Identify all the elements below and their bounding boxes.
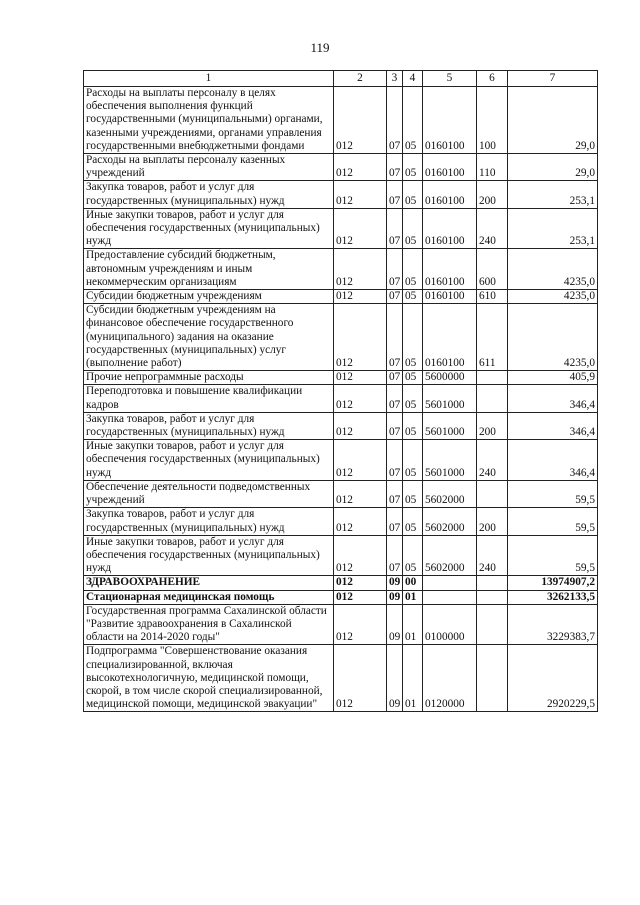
col-header-5: 5	[423, 71, 477, 87]
row-section-code: 07	[387, 385, 403, 412]
table-row	[84, 590, 598, 604]
row-expense-type-code: 200	[477, 412, 508, 439]
row-section-code: 07	[387, 304, 403, 371]
row-expense-type-code	[477, 590, 508, 604]
table-row	[84, 576, 598, 590]
row-subsection-code: 05	[403, 480, 423, 507]
row-subsection-code: 05	[403, 371, 423, 385]
row-subsection-code: 05	[403, 208, 423, 249]
row-name-cell: Субсидии бюджетным учреждениям	[84, 290, 334, 304]
row-amount: 2920229,5	[508, 645, 598, 712]
page-number: 119	[310, 40, 330, 55]
row-target-code: 0160100	[423, 249, 477, 290]
row-expense-type-code: 240	[477, 208, 508, 249]
table-row	[84, 604, 598, 645]
row-name-cell: Расходы на выплаты персоналу в целях обеспечения выполнения функций государственными (муниципальными) органами, казенными учреждениями, органами управления государственными внебюджетными фондами	[84, 87, 334, 154]
row-target-code: 0160100	[423, 304, 477, 371]
table-row	[84, 249, 598, 290]
row-subsection-code: 01	[403, 604, 423, 645]
table-row	[84, 480, 598, 507]
row-amount: 13974907,2	[508, 576, 598, 590]
row-section-code: 07	[387, 480, 403, 507]
row-amount: 4235,0	[508, 249, 598, 290]
row-target-code: 0160100	[423, 208, 477, 249]
col-header-6: 6	[477, 71, 508, 87]
col-header-4: 4	[403, 71, 423, 87]
row-expense-type-code	[477, 385, 508, 412]
row-amount: 253,1	[508, 208, 598, 249]
row-subsection-code: 05	[403, 290, 423, 304]
row-target-code: 5601000	[423, 440, 477, 481]
row-ministry-code: 012	[334, 385, 387, 412]
row-name-cell: Иные закупки товаров, работ и услуг для обеспечения государственных (муниципальных) нужд	[84, 535, 334, 576]
row-expense-type-code: 110	[477, 154, 508, 181]
row-ministry-code: 012	[334, 412, 387, 439]
row-section-code: 07	[387, 249, 403, 290]
row-section-code: 07	[387, 371, 403, 385]
row-amount: 59,5	[508, 480, 598, 507]
row-expense-type-code: 611	[477, 304, 508, 371]
row-ministry-code: 012	[334, 645, 387, 712]
row-subsection-code: 01	[403, 645, 423, 712]
row-section-code: 07	[387, 412, 403, 439]
row-name-cell: Обеспечение деятельности подведомственных учреждений	[84, 480, 334, 507]
row-ministry-code: 012	[334, 249, 387, 290]
row-amount: 4235,0	[508, 304, 598, 371]
row-subsection-code: 05	[403, 440, 423, 481]
row-section-code: 09	[387, 604, 403, 645]
row-expense-type-code	[477, 480, 508, 507]
row-amount: 405,9	[508, 371, 598, 385]
row-name-cell: Государственная программа Сахалинской области "Развитие здравоохранения в Сахалинской области на 2014-2020 годы"	[84, 604, 334, 645]
table-row	[84, 508, 598, 535]
row-name-cell: Расходы на выплаты персоналу казенных учреждений	[84, 154, 334, 181]
row-name-cell: ЗДРАВООХРАНЕНИЕ	[84, 576, 334, 590]
header-row	[84, 71, 598, 87]
row-target-code: 0160100	[423, 290, 477, 304]
col-header-7: 7	[508, 71, 598, 87]
table-row	[84, 371, 598, 385]
row-name-cell: Закупка товаров, работ и услуг для государственных (муниципальных) нужд	[84, 181, 334, 208]
row-target-code: 5602000	[423, 480, 477, 507]
row-subsection-code: 05	[403, 535, 423, 576]
row-target-code: 5601000	[423, 412, 477, 439]
row-ministry-code: 012	[334, 480, 387, 507]
row-subsection-code: 05	[403, 87, 423, 154]
row-expense-type-code: 240	[477, 535, 508, 576]
row-name-cell: Предоставление субсидий бюджетным, автономным учреждениям и иным некоммерческим организациям	[84, 249, 334, 290]
row-amount: 4235,0	[508, 290, 598, 304]
row-section-code: 09	[387, 576, 403, 590]
row-target-code: 0160100	[423, 154, 477, 181]
row-section-code: 07	[387, 208, 403, 249]
row-amount: 59,5	[508, 508, 598, 535]
row-amount: 3262133,5	[508, 590, 598, 604]
row-name-cell: Закупка товаров, работ и услуг для государственных (муниципальных) нужд	[84, 508, 334, 535]
row-target-code: 0160100	[423, 181, 477, 208]
row-section-code: 07	[387, 87, 403, 154]
row-section-code: 09	[387, 590, 403, 604]
row-name-cell: Субсидии бюджетным учреждениям на финансовое обеспечение государственного (муниципального) задания на оказание государственных (муниципальных) услуг (выполнение работ)	[84, 304, 334, 371]
row-target-code	[423, 576, 477, 590]
row-subsection-code: 01	[403, 590, 423, 604]
table-row	[84, 87, 598, 154]
row-name-cell: Иные закупки товаров, работ и услуг для обеспечения государственных (муниципальных) нужд	[84, 440, 334, 481]
row-subsection-code: 05	[403, 385, 423, 412]
row-expense-type-code	[477, 576, 508, 590]
row-subsection-code: 05	[403, 508, 423, 535]
row-section-code: 07	[387, 181, 403, 208]
row-section-code: 09	[387, 645, 403, 712]
row-name-cell: Подпрограмма "Совершенствование оказания специализированной, включая высокотехнологичную, медицинской помощи, скорой, в том числе скорой специализированной, медицинской помощи, медицинской эвакуации"	[84, 645, 334, 712]
row-ministry-code: 012	[334, 508, 387, 535]
row-amount: 346,4	[508, 385, 598, 412]
row-section-code: 07	[387, 440, 403, 481]
row-name-cell: Закупка товаров, работ и услуг для государственных (муниципальных) нужд	[84, 412, 334, 439]
row-ministry-code: 012	[334, 535, 387, 576]
row-ministry-code: 012	[334, 181, 387, 208]
row-subsection-code: 05	[403, 249, 423, 290]
row-ministry-code: 012	[334, 440, 387, 481]
row-name-cell: Переподготовка и повышение квалификации кадров	[84, 385, 334, 412]
row-subsection-code: 00	[403, 576, 423, 590]
table-row	[84, 385, 598, 412]
row-subsection-code: 05	[403, 304, 423, 371]
row-expense-type-code	[477, 371, 508, 385]
col-header-1: 1	[84, 71, 334, 87]
row-section-code: 07	[387, 154, 403, 181]
row-expense-type-code	[477, 645, 508, 712]
col-header-3: 3	[387, 71, 403, 87]
row-amount: 346,4	[508, 412, 598, 439]
row-expense-type-code: 100	[477, 87, 508, 154]
row-expense-type-code: 240	[477, 440, 508, 481]
row-amount: 346,4	[508, 440, 598, 481]
col-header-2: 2	[334, 71, 387, 87]
table-row	[84, 290, 598, 304]
row-ministry-code: 012	[334, 290, 387, 304]
row-amount: 3229383,7	[508, 604, 598, 645]
table-row	[84, 208, 598, 249]
row-ministry-code: 012	[334, 590, 387, 604]
row-target-code	[423, 590, 477, 604]
budget-table	[83, 70, 598, 712]
row-amount: 253,1	[508, 181, 598, 208]
row-expense-type-code: 200	[477, 508, 508, 535]
row-target-code: 0160100	[423, 87, 477, 154]
row-ministry-code: 012	[334, 304, 387, 371]
row-expense-type-code: 200	[477, 181, 508, 208]
row-target-code: 5602000	[423, 508, 477, 535]
row-subsection-code: 05	[403, 412, 423, 439]
row-target-code: 0100000	[423, 604, 477, 645]
row-name-cell: Иные закупки товаров, работ и услуг для обеспечения государственных (муниципальных) нужд	[84, 208, 334, 249]
row-ministry-code: 012	[334, 154, 387, 181]
row-amount: 29,0	[508, 154, 598, 181]
row-name-cell: Стационарная медицинская помощь	[84, 590, 334, 604]
row-name-cell: Прочие непрограммные расходы	[84, 371, 334, 385]
table-row	[84, 181, 598, 208]
row-ministry-code: 012	[334, 576, 387, 590]
row-target-code: 0120000	[423, 645, 477, 712]
row-expense-type-code: 600	[477, 249, 508, 290]
table-row	[84, 154, 598, 181]
row-subsection-code: 05	[403, 181, 423, 208]
row-expense-type-code: 610	[477, 290, 508, 304]
table-row	[84, 645, 598, 712]
table-row	[84, 304, 598, 371]
row-target-code: 5600000	[423, 371, 477, 385]
table-row	[84, 440, 598, 481]
row-ministry-code: 012	[334, 87, 387, 154]
row-section-code: 07	[387, 535, 403, 576]
row-section-code: 07	[387, 290, 403, 304]
row-amount: 29,0	[508, 87, 598, 154]
table-row	[84, 535, 598, 576]
row-target-code: 5601000	[423, 385, 477, 412]
row-target-code: 5602000	[423, 535, 477, 576]
row-ministry-code: 012	[334, 208, 387, 249]
row-subsection-code: 05	[403, 154, 423, 181]
row-amount: 59,5	[508, 535, 598, 576]
row-expense-type-code	[477, 604, 508, 645]
table-row	[84, 412, 598, 439]
row-ministry-code: 012	[334, 371, 387, 385]
row-section-code: 07	[387, 508, 403, 535]
row-ministry-code: 012	[334, 604, 387, 645]
